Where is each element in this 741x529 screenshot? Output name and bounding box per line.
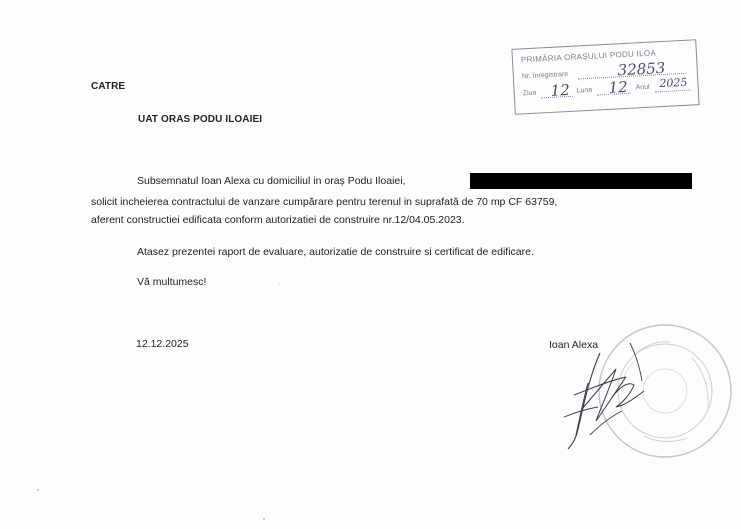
registration-month-label: Luna [576, 86, 593, 95]
thanks-line: Vă multumesc! [137, 276, 207, 288]
body-line-attachments: Atasez prezentei raport de evaluare, autorizatie de construire si certificat de edificare. [137, 246, 534, 258]
registration-stamp-title: PRIMĂRIA ORAȘULUI PODU ILOA [520, 48, 657, 65]
registration-year-label: Anul [635, 83, 650, 92]
body-line-1: Subsemnatul Ioan Alexa cu domiciliul in oraș Podu Iloaiei, [137, 175, 406, 187]
registration-month-value: 12 [608, 77, 629, 97]
registration-stamp [511, 39, 699, 115]
body-line-3: aferent constructiei edificata conform autorizatiei de construire nr.12/04.05.2023. [91, 214, 465, 226]
registration-day-label: Ziua [522, 89, 537, 98]
handwritten-signature [560, 325, 670, 450]
catre-heading: CATRE [91, 81, 126, 92]
registration-number-label: Nr. înregistrare [521, 70, 569, 81]
registration-day-value: 12 [550, 80, 571, 100]
recipient-institution: UAT ORAS PODU ILOAIEI [138, 114, 263, 125]
document-date: 12.12.2025 [136, 338, 189, 350]
signatory-name: Ioan Alexa [549, 339, 599, 351]
registration-year-value: 2025 [659, 75, 688, 91]
redacted-address [470, 173, 692, 189]
registration-number-value: 32853 [617, 58, 666, 80]
body-line-2: solicit incheierea contractului de vanzare cumpărare pentru terenul in suprafată de 70 mp CF 63759, [91, 196, 558, 208]
